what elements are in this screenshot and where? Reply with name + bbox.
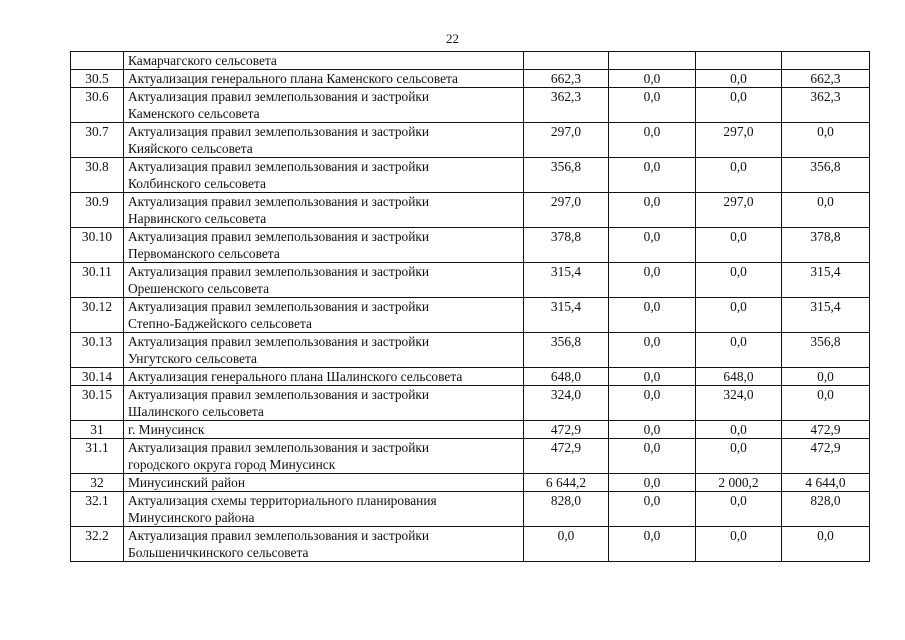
row-number: 32.1: [71, 492, 124, 527]
row-value-v2: 0,0: [609, 421, 696, 439]
row-value-v2: 0,0: [609, 527, 696, 562]
row-value-v1: 297,0: [524, 193, 609, 228]
row-name-line: Камарчагского сельсовета: [128, 53, 277, 68]
row-value-v1: 324,0: [524, 386, 609, 421]
row-number: 30.14: [71, 368, 124, 386]
row-number: 32.2: [71, 527, 124, 562]
row-value-v4: 472,9: [782, 439, 870, 474]
table-row: [71, 439, 870, 474]
row-name-line: Актуализация правил землепользования и застройки: [128, 299, 430, 314]
row-number: 30.5: [71, 70, 124, 88]
table-row: [71, 421, 870, 439]
table-row: [71, 527, 870, 562]
row-value-v2: 0,0: [609, 228, 696, 263]
row-name: [124, 158, 524, 193]
row-value-v3: 297,0: [696, 123, 782, 158]
table-row: [71, 386, 870, 421]
row-name: [124, 492, 524, 527]
row-name-line: Актуализация правил землепользования и застройки: [128, 124, 430, 139]
table-row: [71, 158, 870, 193]
table-row: [71, 52, 870, 70]
row-value-v3: [696, 52, 782, 70]
row-name: [124, 298, 524, 333]
row-value-v1: 362,3: [524, 88, 609, 123]
row-value-v2: 0,0: [609, 333, 696, 368]
row-value-v4: 0,0: [782, 368, 870, 386]
row-name-line: Унгутского сельсовета: [128, 351, 257, 366]
row-name-line: Шалинского сельсовета: [128, 404, 264, 419]
row-name-line: Первоманского сельсовета: [128, 246, 280, 261]
table-row: [71, 298, 870, 333]
row-value-v4: 662,3: [782, 70, 870, 88]
row-name: [124, 263, 524, 298]
row-value-v3: 0,0: [696, 333, 782, 368]
row-value-v3: 297,0: [696, 193, 782, 228]
row-number: 30.8: [71, 158, 124, 193]
row-value-v1: 315,4: [524, 298, 609, 333]
row-name-line: г. Минусинск: [128, 422, 205, 437]
row-name: [124, 52, 524, 70]
row-value-v2: 0,0: [609, 386, 696, 421]
row-number: 30.6: [71, 88, 124, 123]
table-row: [71, 123, 870, 158]
table-row: [71, 88, 870, 123]
budget-table: [70, 51, 870, 562]
row-value-v3: 0,0: [696, 88, 782, 123]
row-name: [124, 88, 524, 123]
table-row: [71, 333, 870, 368]
row-value-v3: 0,0: [696, 263, 782, 298]
row-name: [124, 70, 524, 88]
row-value-v4: 4 644,0: [782, 474, 870, 492]
row-value-v4: 828,0: [782, 492, 870, 527]
row-name: [124, 527, 524, 562]
row-name-line: Кияйского сельсовета: [128, 141, 253, 156]
row-value-v2: 0,0: [609, 123, 696, 158]
page-number: 22: [446, 31, 459, 46]
row-value-v3: 0,0: [696, 228, 782, 263]
row-name-line: Степно-Баджейского сельсовета: [128, 316, 312, 331]
row-value-v3: 648,0: [696, 368, 782, 386]
table-row: [71, 368, 870, 386]
row-value-v1: 297,0: [524, 123, 609, 158]
row-value-v4: 0,0: [782, 193, 870, 228]
row-value-v1: 356,8: [524, 333, 609, 368]
row-value-v3: 0,0: [696, 439, 782, 474]
row-value-v3: 0,0: [696, 527, 782, 562]
row-name-line: Большеничкинского сельсовета: [128, 545, 309, 560]
row-name-line: Актуализация правил землепользования и застройки: [128, 528, 430, 543]
row-name: [124, 193, 524, 228]
row-value-v1: 378,8: [524, 228, 609, 263]
row-number: 30.12: [71, 298, 124, 333]
row-value-v4: 315,4: [782, 298, 870, 333]
table-row: [71, 70, 870, 88]
row-name: [124, 421, 524, 439]
row-name-line: Нарвинского сельсовета: [128, 211, 267, 226]
row-value-v3: 324,0: [696, 386, 782, 421]
row-value-v1: 315,4: [524, 263, 609, 298]
row-number: 31: [71, 421, 124, 439]
row-value-v1: 648,0: [524, 368, 609, 386]
table-row: [71, 193, 870, 228]
row-value-v3: 0,0: [696, 158, 782, 193]
row-number: 30.10: [71, 228, 124, 263]
row-name: [124, 333, 524, 368]
row-name-line: Актуализация правил землепользования и застройки: [128, 264, 430, 279]
row-value-v4: 315,4: [782, 263, 870, 298]
table-row: [71, 474, 870, 492]
row-value-v2: 0,0: [609, 298, 696, 333]
row-value-v1: 472,9: [524, 421, 609, 439]
row-value-v3: 0,0: [696, 298, 782, 333]
row-value-v2: 0,0: [609, 492, 696, 527]
row-value-v2: 0,0: [609, 263, 696, 298]
row-value-v4: 356,8: [782, 333, 870, 368]
row-value-v1: 356,8: [524, 158, 609, 193]
row-name-line: Актуализация правил землепользования и застройки: [128, 159, 430, 174]
row-number: 30.11: [71, 263, 124, 298]
row-value-v2: 0,0: [609, 368, 696, 386]
table-row: [71, 492, 870, 527]
row-name-line: Актуализация схемы территориального планирования: [128, 493, 437, 508]
row-value-v1: [524, 52, 609, 70]
row-value-v4: 362,3: [782, 88, 870, 123]
row-name-line: Актуализация правил землепользования и застройки: [128, 387, 430, 402]
row-number: 31.1: [71, 439, 124, 474]
row-value-v3: 0,0: [696, 70, 782, 88]
row-number: 30.9: [71, 193, 124, 228]
row-value-v1: 662,3: [524, 70, 609, 88]
row-name-line: Минусинский район: [128, 475, 246, 490]
row-number: 30.15: [71, 386, 124, 421]
row-name-line: Актуализация правил землепользования и застройки: [128, 194, 430, 209]
row-name: [124, 386, 524, 421]
row-value-v4: [782, 52, 870, 70]
table-body: [71, 52, 870, 562]
row-value-v2: 0,0: [609, 474, 696, 492]
row-number: 32: [71, 474, 124, 492]
row-value-v1: 0,0: [524, 527, 609, 562]
row-value-v4: 0,0: [782, 123, 870, 158]
row-value-v1: 828,0: [524, 492, 609, 527]
row-value-v4: 0,0: [782, 386, 870, 421]
row-value-v2: 0,0: [609, 193, 696, 228]
row-name-line: городского округа город Минусинск: [128, 457, 336, 472]
row-name: [124, 368, 524, 386]
row-name: [124, 439, 524, 474]
row-name-line: Минусинского района: [128, 510, 255, 525]
row-value-v4: 0,0: [782, 527, 870, 562]
row-name-line: Орешенского сельсовета: [128, 281, 270, 296]
row-name: [124, 474, 524, 492]
row-name-line: Актуализация правил землепользования и застройки: [128, 440, 430, 455]
row-name: [124, 123, 524, 158]
row-name-line: Актуализация правил землепользования и застройки: [128, 89, 430, 104]
row-number: 30.7: [71, 123, 124, 158]
row-value-v4: 356,8: [782, 158, 870, 193]
row-value-v2: 0,0: [609, 158, 696, 193]
row-value-v4: 472,9: [782, 421, 870, 439]
row-value-v2: 0,0: [609, 439, 696, 474]
table-row: [71, 228, 870, 263]
row-name: [124, 228, 524, 263]
row-name-line: Актуализация правил землепользования и застройки: [128, 334, 430, 349]
row-number: 30.13: [71, 333, 124, 368]
row-name-line: Актуализация правил землепользования и застройки: [128, 229, 430, 244]
row-name-line: Актуализация генерального плана Шалинского сельсовета: [128, 369, 463, 384]
row-number: [71, 52, 124, 70]
row-value-v2: 0,0: [609, 70, 696, 88]
row-value-v3: 0,0: [696, 421, 782, 439]
row-value-v3: 2 000,2: [696, 474, 782, 492]
row-name-line: Каменского сельсовета: [128, 106, 260, 121]
row-value-v2: 0,0: [609, 88, 696, 123]
row-value-v3: 0,0: [696, 492, 782, 527]
row-value-v2: [609, 52, 696, 70]
row-name-line: Актуализация генерального плана Каменского сельсовета: [128, 71, 458, 86]
row-value-v4: 378,8: [782, 228, 870, 263]
row-value-v1: 472,9: [524, 439, 609, 474]
row-name-line: Колбинского сельсовета: [128, 176, 266, 191]
row-value-v1: 6 644,2: [524, 474, 609, 492]
table-row: [71, 263, 870, 298]
